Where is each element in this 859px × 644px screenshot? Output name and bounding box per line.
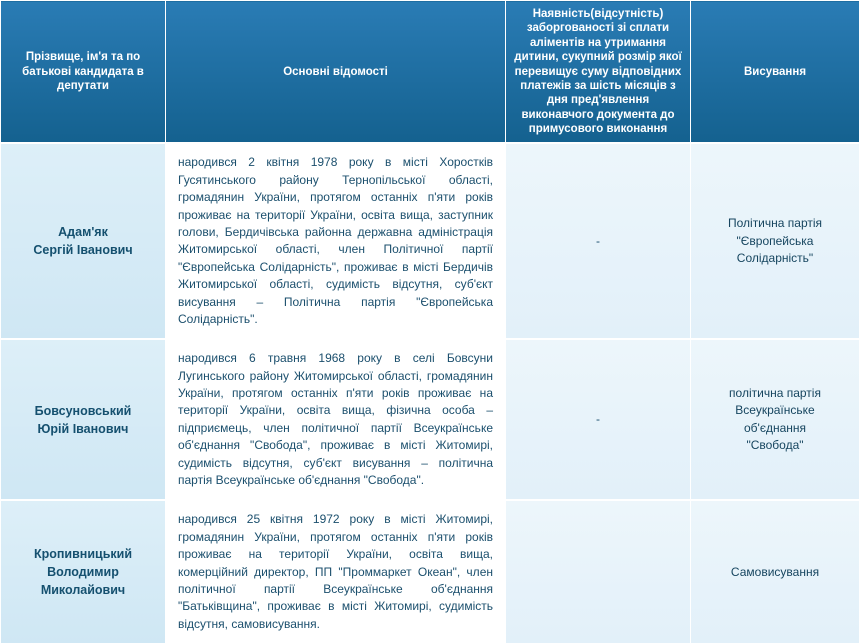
candidate-nomination-cell	[691, 143, 859, 339]
candidate-debt-cell: -	[506, 143, 691, 339]
nomination-line: "Європейська Солідарність"	[703, 233, 847, 268]
candidate-info-cell: народився 6 травня 1968 року в селі Бовсуни Лугинського району Житомирської області, громадянин України, протягом останніх п'яти років проживає на території України, освіта вища, фізична особа – підприємець, член політичної партії Всеукраїнське об'єднання "Свобода", проживає в місті Житомирі, судимість відсутня, суб'єкт висування – політична партія Всеукраїнське об'єднання "Свобода".	[166, 339, 506, 500]
table-row	[1, 143, 859, 339]
candidate-info-cell: народився 2 квітня 1978 року в місті Хоростків Гусятинського району Тернопільської області, громадянин України, протягом останніх п'яти років проживає на території України, освіта вища, заступник голови, Бердичівська районна державна адміністрація Житомирської області, член Політичної партії "Європейська Солідарність", проживає в місті Бердичів Житомирської області, судимість відсутня, суб'єкт висування – Політична партія "Європейська Солідарність".	[166, 143, 506, 339]
column-header-nomination: Висування	[691, 1, 859, 144]
candidate-given-name: Сергій Іванович	[11, 241, 155, 259]
nomination-line: Всеукраїнське об'єднання	[703, 402, 847, 437]
candidate-surname: Кропивницький	[11, 545, 155, 563]
candidate-debt-cell	[506, 500, 691, 643]
candidate-surname: Бовсуновський	[11, 402, 155, 420]
table-header	[1, 1, 859, 144]
candidate-name-cell	[1, 339, 166, 500]
candidate-info-cell: народився 25 квітня 1972 року в місті Житомирі, громадянин України, протягом останніх п'яти років проживає на території України, освіта вища, комерційний директор, ПП "Проммаркет Океан", член політичної партії Всеукраїнське об'єднання "Батьківщина", проживає в місті Житомирі, судимість відсутня, самовисування.	[166, 500, 506, 643]
candidate-debt-cell: -	[506, 339, 691, 500]
table-row	[1, 500, 859, 643]
candidate-nomination-cell	[691, 339, 859, 500]
column-header-alimony-debt: Наявність(відсутність) заборгованості зі сплати аліментів на утримання дитини, сукупний розмір якої перевищує суму відповідних платежів за шість місяців з дня пред'явлення виконавчого документа до примусового виконання	[506, 1, 691, 144]
candidate-name-cell	[1, 143, 166, 339]
candidate-given-name: Володимир Миколайович	[11, 563, 155, 599]
candidate-nomination-cell	[691, 500, 859, 643]
nomination-line: Самовисування	[703, 564, 847, 581]
candidate-name-cell	[1, 500, 166, 643]
table-body	[1, 143, 859, 643]
column-header-main-info: Основні відомості	[166, 1, 506, 144]
column-header-name: Прізвище, ім'я та по батькові кандидата в депутати	[1, 1, 166, 144]
nomination-line: Політична партія	[703, 215, 847, 232]
candidate-given-name: Юрій Іванович	[11, 420, 155, 438]
candidate-surname: Адам'як	[11, 223, 155, 241]
nomination-line: політична партія	[703, 385, 847, 402]
nomination-line: "Свобода"	[703, 437, 847, 454]
table-row	[1, 339, 859, 500]
table-header-row	[1, 1, 859, 144]
